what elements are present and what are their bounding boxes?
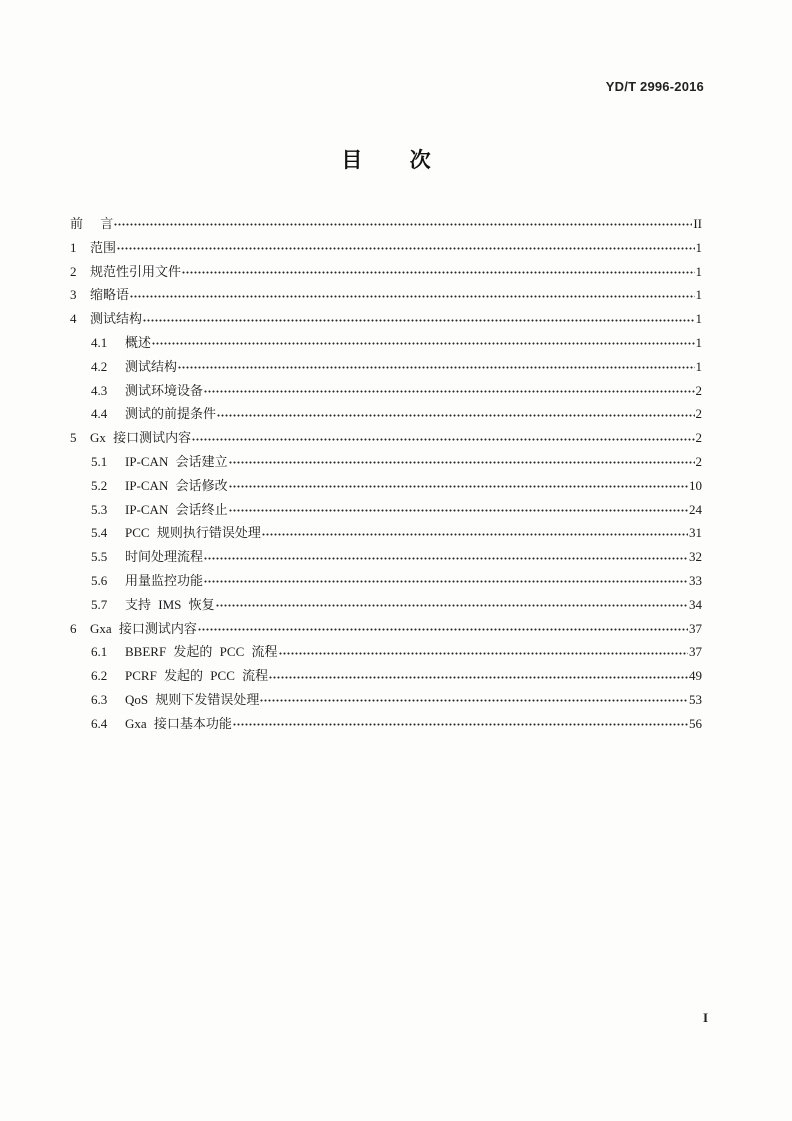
- section-number: 6.1: [91, 644, 108, 660]
- section-title: 前 言: [70, 216, 114, 231]
- section-number: 3: [70, 287, 77, 303]
- section-number: 5.7: [91, 596, 108, 612]
- page-number: 31: [689, 525, 702, 541]
- page-number: 1: [695, 263, 702, 279]
- dot-leader: [204, 557, 688, 560]
- page-number: 49: [689, 668, 702, 684]
- page-number: 1: [695, 334, 702, 350]
- toc-entry: [70, 307, 702, 331]
- section-title: 规范性引用文件: [90, 263, 182, 279]
- section-number: 5: [70, 430, 77, 446]
- toc-entry: [70, 236, 702, 260]
- page-number: 2: [695, 453, 702, 469]
- section-number: 4.4: [91, 406, 108, 422]
- page-number: 2: [695, 382, 702, 398]
- toc-entry: [70, 212, 702, 236]
- page-number: 10: [689, 477, 702, 493]
- section-number: 5.2: [91, 477, 108, 493]
- dot-leader: [216, 604, 688, 607]
- page-number: 1: [695, 239, 702, 255]
- dot-leader: [114, 223, 692, 226]
- toc-entry: [70, 545, 702, 569]
- dot-leader: [229, 461, 695, 464]
- section-title: PCC 规则执行错误处理: [125, 525, 261, 541]
- dot-leader: [262, 533, 688, 536]
- dot-leader: [143, 319, 694, 322]
- page-number: 32: [689, 549, 702, 565]
- page-number: 56: [689, 715, 702, 731]
- dot-leader: [178, 366, 694, 369]
- toc-entry: [70, 593, 702, 617]
- page-number: 34: [689, 596, 702, 612]
- section-title: BBERF 发起的 PCC 流程: [125, 644, 278, 660]
- page-number: 2: [695, 430, 702, 446]
- page-number: 37: [689, 644, 702, 660]
- section-number: 6: [70, 620, 77, 636]
- section-title: IP-CAN 会话终止: [125, 501, 228, 517]
- section-title: 测试的前提条件: [125, 406, 217, 422]
- section-title: 支持 IMS 恢复: [125, 596, 215, 612]
- toc-entry: [70, 283, 702, 307]
- section-number: 6.3: [91, 691, 108, 707]
- page-number: 53: [689, 691, 702, 707]
- dot-leader: [204, 580, 688, 583]
- toc-entry: [70, 569, 702, 593]
- section-title: 测试环境设备: [125, 382, 204, 398]
- section-title: Gx 接口测试内容: [90, 430, 192, 446]
- toc-entry: [70, 640, 702, 664]
- page-number: II: [693, 216, 702, 231]
- toc-entry: [70, 355, 702, 379]
- dot-leader: [229, 509, 688, 512]
- toc-entry: [70, 379, 702, 403]
- section-title: 时间处理流程: [125, 549, 204, 565]
- standard-code: YD/T 2996-2016: [605, 79, 704, 94]
- section-title: 用量监控功能: [125, 572, 204, 588]
- section-number: 4.2: [91, 358, 108, 374]
- dot-leader: [152, 342, 694, 345]
- section-number: 4.1: [91, 334, 108, 350]
- page-number: 1: [695, 358, 702, 374]
- toc-entry: [70, 426, 702, 450]
- footer-page-number: I: [702, 1010, 708, 1025]
- dot-leader: [198, 628, 688, 631]
- section-number: 5.3: [91, 501, 108, 517]
- section-title: 缩略语: [90, 287, 130, 303]
- toc-entry: [70, 688, 702, 712]
- section-title: IP-CAN 会话建立: [125, 453, 228, 469]
- dot-leader: [269, 676, 688, 679]
- dot-leader: [192, 438, 694, 441]
- section-title: 测试结构: [90, 311, 143, 327]
- dot-leader: [130, 295, 694, 298]
- toc-entry: [70, 402, 702, 426]
- page-number: 1: [695, 287, 702, 303]
- section-title: 范围: [90, 239, 117, 255]
- section-title: IP-CAN 会话修改: [125, 477, 228, 493]
- section-title: Gxa 接口基本功能: [125, 715, 232, 731]
- section-number: 5.6: [91, 572, 108, 588]
- section-title: 概述: [125, 334, 152, 350]
- dot-leader: [233, 723, 688, 726]
- section-number: 4.3: [91, 382, 108, 398]
- section-number: 2: [70, 263, 77, 279]
- section-number: 5.1: [91, 453, 108, 469]
- toc-entry: [70, 498, 702, 522]
- page-number: 24: [689, 501, 702, 517]
- toc-entry: [70, 617, 702, 641]
- page-title: 目 次: [341, 148, 431, 172]
- page-number: 37: [689, 620, 702, 636]
- dot-leader: [279, 652, 688, 655]
- section-number: 6.2: [91, 668, 108, 684]
- section-title: PCRF 发起的 PCC 流程: [125, 668, 269, 684]
- dot-leader: [260, 699, 688, 702]
- toc-entry: [70, 664, 702, 688]
- section-number: 5.4: [91, 525, 108, 541]
- section-title: QoS 规则下发错误处理: [125, 691, 260, 707]
- dot-leader: [117, 247, 694, 250]
- toc-entry: [70, 450, 702, 474]
- toc-entry: [70, 474, 702, 498]
- page-number: 2: [695, 406, 702, 422]
- dot-leader: [204, 390, 694, 393]
- page-number: 33: [689, 572, 702, 588]
- section-title: Gxa 接口测试内容: [90, 620, 197, 636]
- section-title: 测试结构: [125, 358, 178, 374]
- dot-leader: [217, 414, 694, 417]
- dot-leader: [229, 485, 688, 488]
- toc-entry: [70, 712, 702, 736]
- section-number: 6.4: [91, 715, 108, 731]
- page-number: 1: [695, 311, 702, 327]
- section-number: 4: [70, 311, 77, 327]
- dot-leader: [182, 271, 694, 274]
- toc-entry: [70, 331, 702, 355]
- section-number: 5.5: [91, 549, 108, 565]
- toc-entry: [70, 521, 702, 545]
- section-number: 1: [70, 239, 77, 255]
- table-of-contents: [70, 212, 702, 736]
- toc-entry: [70, 260, 702, 284]
